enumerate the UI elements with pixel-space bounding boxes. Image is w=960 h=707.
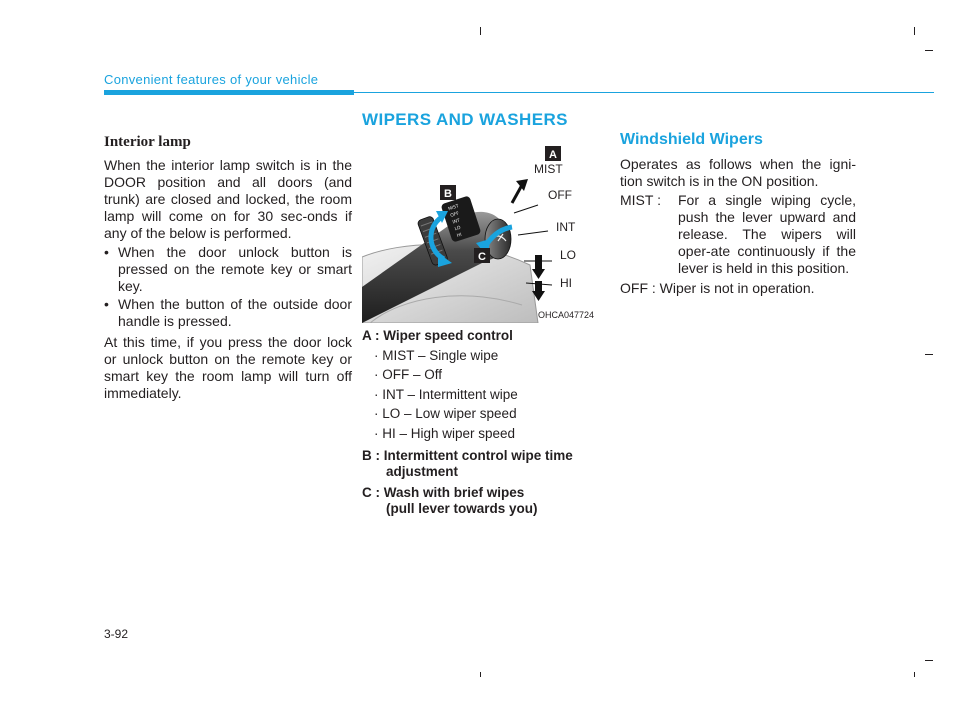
svg-text:A: A bbox=[549, 149, 557, 161]
section-header: Convenient features of your vehicle bbox=[104, 72, 319, 87]
crop-mark bbox=[925, 660, 933, 661]
position-label-int: INT bbox=[556, 220, 576, 234]
list-item: · LO – Low wiper speed bbox=[374, 406, 517, 421]
crop-mark bbox=[914, 27, 915, 35]
svg-text:MIST: MIST bbox=[447, 204, 460, 213]
interior-lamp-heading: Interior lamp bbox=[104, 134, 191, 150]
page-title: WIPERS AND WASHERS bbox=[362, 110, 568, 129]
mist-term: MIST : bbox=[620, 192, 661, 208]
position-label-mist: MIST bbox=[534, 162, 563, 176]
callout-a-tag bbox=[545, 146, 561, 161]
label-a: A : Wiper speed control bbox=[362, 328, 513, 343]
crop-mark bbox=[914, 672, 915, 677]
page-number: 3-92 bbox=[104, 627, 129, 641]
interior-lamp-section bbox=[104, 134, 352, 402]
callout-c-tag bbox=[474, 248, 490, 263]
label-c: C : Wash with brief wipes (pull lever towards you) bbox=[362, 485, 538, 516]
list-item: • When the button of the outside door handle is pressed. bbox=[104, 296, 352, 329]
interior-lamp-intro: When the interior lamp switch is in the DOOR position and all doors (and trunk) are closed and locked, the room lamp will come on for 30 sec-onds if any of the below is performed. bbox=[104, 157, 352, 241]
windshield-wipers-section bbox=[620, 131, 856, 299]
header-rule bbox=[104, 90, 354, 95]
list-item: · INT – Intermittent wipe bbox=[374, 386, 518, 402]
interior-lamp-bullets bbox=[104, 244, 352, 330]
callout-b-tag bbox=[440, 185, 456, 200]
label-b: B : Intermittent control wipe time adjustment bbox=[362, 448, 573, 479]
list-item: • When the door unlock button is pressed on the remote key or smart key. bbox=[104, 244, 352, 294]
svg-text:LO: LO bbox=[454, 225, 462, 233]
bullet-icon: • bbox=[104, 244, 109, 260]
wiper-lever-drawing bbox=[362, 137, 598, 323]
position-label-lo: LO bbox=[560, 248, 577, 262]
off-definition: OFF : Wiper is not in operation. bbox=[620, 280, 815, 296]
list-item: · HI – High wiper speed bbox=[374, 425, 516, 441]
wiper-lever-illustration bbox=[362, 137, 598, 323]
windshield-wipers-intro: Operates as follows when the igni-tion switch is in the ON position. bbox=[620, 156, 856, 189]
svg-text:B: B bbox=[444, 188, 452, 200]
crop-mark bbox=[480, 672, 481, 677]
figure-legend bbox=[362, 326, 602, 517]
svg-text:C: C bbox=[478, 251, 486, 263]
position-line-int bbox=[518, 231, 548, 235]
crop-mark bbox=[480, 27, 481, 35]
svg-text:HI: HI bbox=[456, 232, 463, 239]
mist-definition bbox=[620, 192, 856, 277]
position-line-off bbox=[514, 205, 538, 213]
position-label-off: OFF bbox=[548, 188, 572, 202]
svg-text:OFF: OFF bbox=[449, 211, 460, 219]
position-up-arrow-icon bbox=[512, 179, 528, 203]
list-item: · OFF – Off bbox=[374, 367, 443, 382]
crop-mark bbox=[925, 50, 933, 51]
bullet-icon: • bbox=[104, 296, 109, 312]
svg-text:INT: INT bbox=[452, 218, 461, 226]
position-label-hi: HI bbox=[560, 276, 572, 290]
interior-lamp-outro: At this time, if you press the door lock or unlock button on the remote key or smart key the room lamp will turn off immediately. bbox=[104, 334, 352, 401]
figure-code: OHCA047724 bbox=[537, 310, 594, 320]
mist-description: For a single wiping cycle, push the lever upward and release. The wipers will oper-ate continuously if the lever is held in this position. bbox=[678, 192, 856, 276]
crop-mark bbox=[925, 354, 933, 355]
header-rule-thin bbox=[354, 92, 934, 93]
list-item: · MIST – Single wipe bbox=[374, 347, 499, 363]
windshield-wipers-heading: Windshield Wipers bbox=[620, 131, 763, 148]
